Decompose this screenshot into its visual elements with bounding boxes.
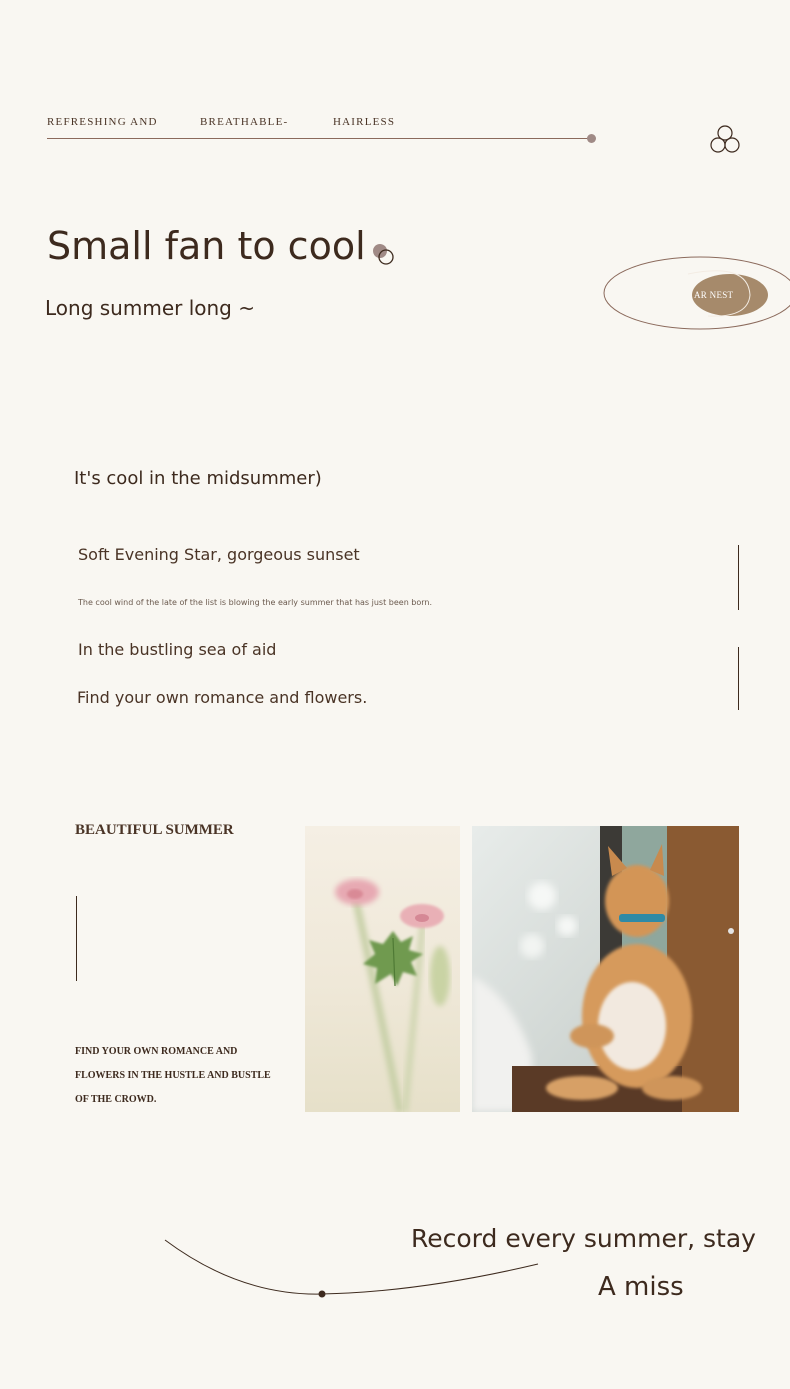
intro-vertical-rule-bottom bbox=[738, 647, 739, 710]
intro-line-romance: Find your own romance and flowers. bbox=[77, 688, 368, 707]
tag-breathable: BREATHABLE- bbox=[200, 116, 289, 128]
hero-title: Small fan to cool bbox=[47, 224, 366, 268]
divider-end-dot bbox=[587, 134, 596, 143]
header-divider bbox=[47, 138, 592, 139]
gallery-heading: BEAUTIFUL SUMMER bbox=[75, 822, 234, 838]
footer-line-miss: A miss bbox=[598, 1272, 684, 1302]
intro-vertical-rule-top bbox=[738, 545, 739, 610]
hero-subtitle: Long summer long ~ bbox=[45, 296, 255, 320]
overlap-circles-icon bbox=[370, 242, 398, 268]
cat-photo bbox=[472, 826, 739, 1112]
intro-heading: It's cool in the midsummer) bbox=[74, 468, 322, 489]
flower-photo bbox=[305, 826, 460, 1112]
gallery-caption bbox=[75, 1040, 271, 1112]
gallery-vertical-rule bbox=[76, 896, 77, 981]
gallery-caption-line: FLOWERS IN THE HUSTLE AND BUSTLE bbox=[75, 1070, 271, 1081]
intro-line-sunset: Soft Evening Star, gorgeous sunset bbox=[78, 545, 360, 564]
intro-line-bustling: In the bustling sea of aid bbox=[78, 640, 277, 659]
tag-hairless: HAIRLESS bbox=[333, 116, 396, 128]
triple-circle-icon bbox=[709, 124, 741, 156]
footer-line-record: Record every summer, stay bbox=[411, 1224, 756, 1253]
gallery-caption-line: FIND YOUR OWN ROMANCE AND bbox=[75, 1046, 238, 1057]
tag-refreshing: REFRESHING AND bbox=[47, 116, 158, 128]
gallery-caption-line: OF THE CROWD. bbox=[75, 1094, 157, 1105]
intro-small-note: The cool wind of the late of the list is blowing the early summer that has just been born. bbox=[78, 598, 433, 607]
badge-text: AR NEST bbox=[694, 290, 734, 300]
